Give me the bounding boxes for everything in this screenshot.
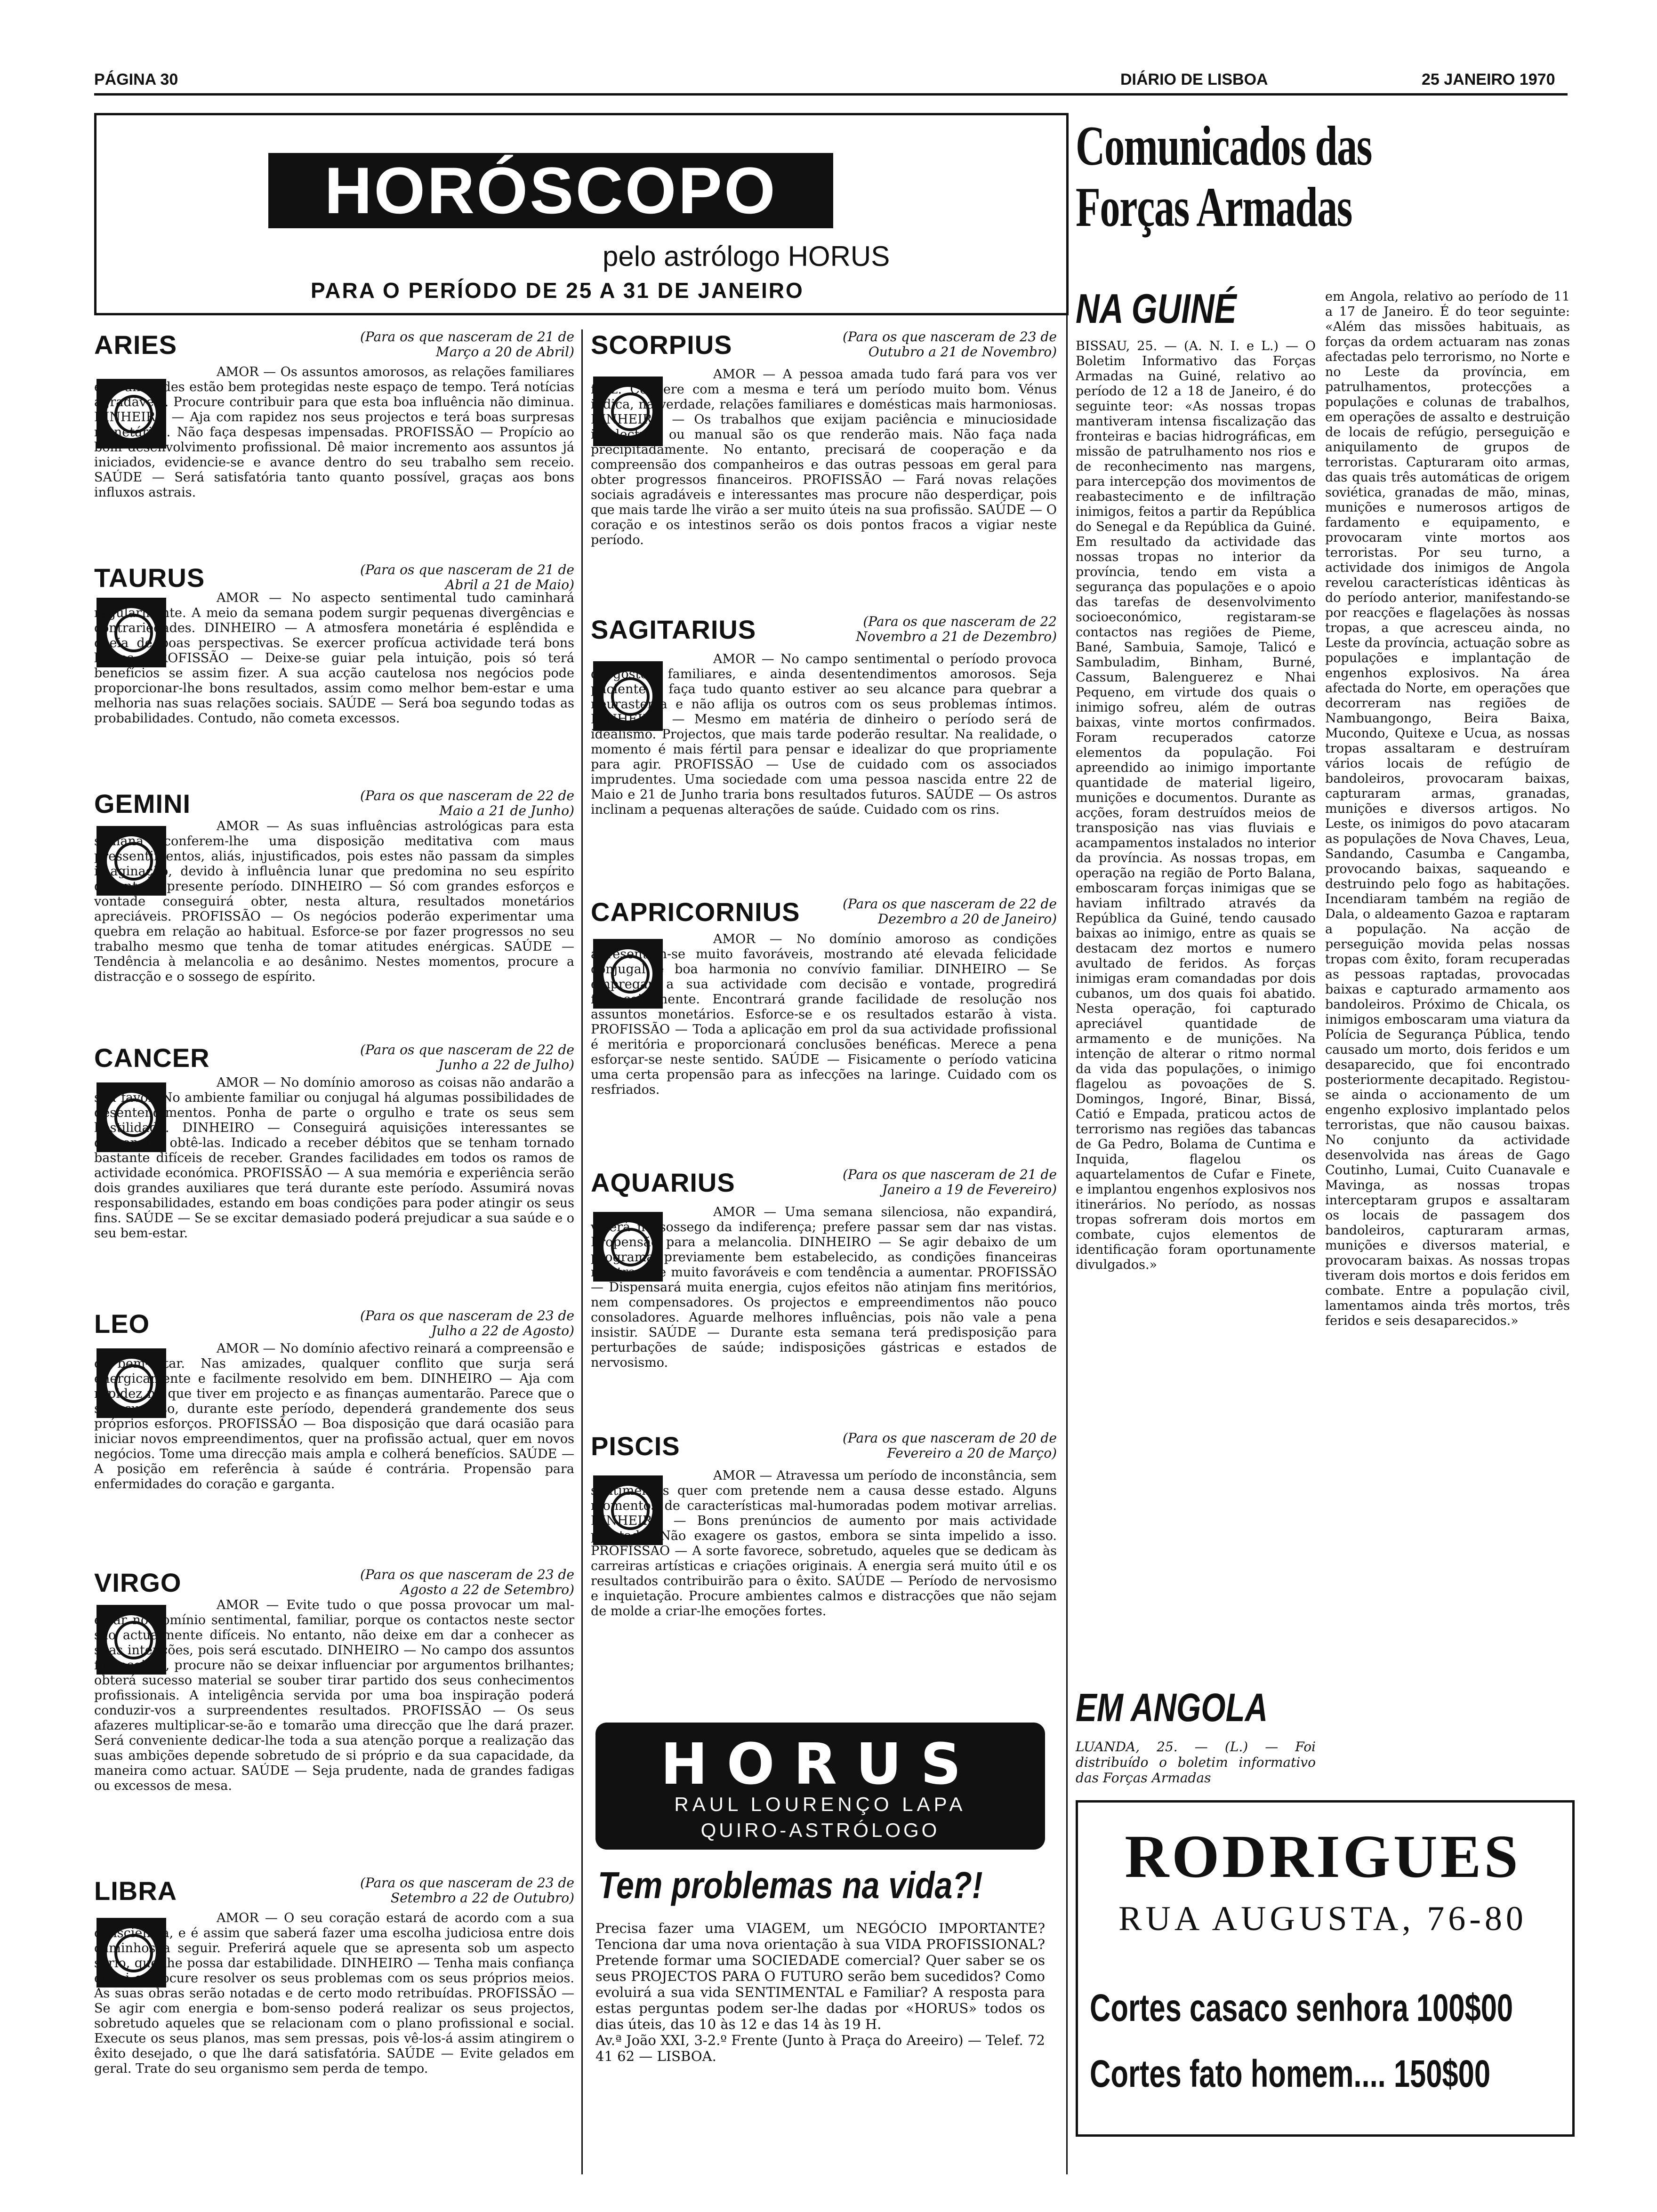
rodrigues-name: RODRIGUES: [1125, 1823, 1521, 1891]
horoscope-period: PARA O PERÍODO DE 25 A 31 DE JANEIRO: [311, 278, 804, 303]
sign-text: AMOR — No domínio amoroso as condições apresentam-se muito favoráveis, mostrando até elevada felicidade conjugal e boa harmonia no convívio familiar. DINHEIRO — Se empregar a sua actividade com decisão e vontade, progredirá financeiramente. Encontrará grande facilidade de resolução nos assuntos monetários. Esforce-se e os resultados estarão à vista. PROFISSÃO — Toda a aplicação em prol da sua actividade profissional é meritória e proporcionará conclusões benéficas. Merece a pena esforçar-se neste sentido. SAÚDE — Fisicamente o período vaticina uma certa propensão para as infecções na laringe. Cuidado com os resfriados.: [591, 932, 1057, 1097]
sign-dates: (Para os que nasceram de 22 Novembro a 21 de Dezembro): [856, 614, 1057, 644]
sign-dates: (Para os que nasceram de 23 de Agosto a 22 de Setembro): [360, 1567, 574, 1597]
sign-capricornius: [591, 897, 1057, 927]
sign-name: TAURUS: [94, 563, 205, 593]
angola-intro: LUANDA, 25. — (L.) — Foi distribuído o boletim informativo das Forças Armadas: [1076, 1739, 1316, 1786]
newspaper-name: DIÁRIO DE LISBOA: [1120, 71, 1268, 88]
offer-mens-suit: Cortes fato homem.... 150$00: [1090, 2052, 1491, 2095]
sign-name: GEMINI: [94, 789, 191, 818]
sign-dates: (Para os que nasceram de 21 de Abril a 21 de Maio): [360, 562, 574, 593]
sign-libra: [94, 1875, 574, 1906]
rodrigues-address: RUA AUGUSTA, 76-80: [1118, 1899, 1527, 1938]
sign-name: SAGITARIUS: [591, 615, 756, 644]
guine-report: BISSAU, 25. — (A. N. I. e L.) — O Boletim Informativo das Forças Armadas na Guiné, relativo ao período de 12 a 18 de Janeiro, é do seguinte teor: «As nossas tropas mantiveram intensa fiscalização das fronteiras e bacias hidrográficas, em missão de patrulhamento nos rios e de reconhecimento nas margens, para intercepção dos movimentos de reabastecimento e de infiltração inimigos, feitos a partir da República do Senegal e da República da Guiné. Em resultado da actividade das nossas tropas no interior da província, tendo em vista a segurança das populações e o apoio das tarefas de desenvolvimento socioeconómico, registaram-se contactos nas regiões de Pieme, Bané, Sambuia, Samoje, Talicó e Sambuladim, Binham, Burné, Cassum, Balenguerez e Nhai Pequeno, em virtude dos quais o inimigo sofreu, além de outras baixas, vinte mortos confirmados. Foram recuperados catorze elementos da população. Foi apreendido ao inimigo importante quantidade de material ligeiro, munições e documentos. Durante as acções, foram destruídos meios de transposição nas vias fluviais e acampamentos instalados no interior da província. As nossas tropas, em operação na região de Porto Balana, emboscaram forças inimigas que se haviam infiltrado através da República da Guiné, tendo causado baixas ao inimigo, entre as quais se destacam dez mortos e numero avultado de feridos. As forças inimigas eram comandadas por dois cubanos, um dos quais foi abatido. Nesta operação, foi capturado apreciável quantidade de armamento e de munições. Na intenção de alterar o ritmo normal da vida das populações, o inimigo flagelou as povoações de S. Domingos, Ingoré, Binar, Bissá, Catió e Empada, praticou actos de terrorismo nas regiões das tabancas de Ga Pedro, Bolama de Cuntima e Inquida, flagelou os aquartelamentos de Cufar e Finete, e implantou engenhos explosivos nos itinerários. No período, as nossas tropas sofreram dois mortos em combate, cujos elementos de identificação foram oportunamente divulgados.»: [1076, 339, 1316, 1272]
sign-aries: [94, 329, 574, 360]
sign-virgo: [94, 1567, 574, 1598]
sign-name: PISCIS: [591, 1431, 680, 1461]
horus-profession: QUIRO-ASTRÓLOGO: [700, 1819, 940, 1841]
sign-sagitarius: [591, 614, 1057, 645]
sign-dates: (Para os que nasceram de 23 de Julho a 22 de Agosto): [360, 1308, 574, 1338]
sign-text: AMOR — Uma semana silenciosa, não expandirá, viverá no sossego da indiferença; prefere passar sem dar nas vistas. Propensão para a melancolia. DINHEIRO — Se agir debaixo de um programa previamente bem estabelecido, as condições financeiras mostram-se muito favoráveis e com tendência a aumentar. PROFISSÃO — Dispensará muita energia, cujos efeitos não atinjam fins meritórios, nem compensadores. Os projectos e empreendimentos não pouco consoladores. Aguarde melhores influências, pois não vale a pena insistir. SAÚDE — Durante esta semana terá predisposição para perturbações de saúde; indisposições gástricas e estados de nervosismo.: [591, 1205, 1057, 1370]
sign-aquarius: [591, 1167, 1057, 1198]
sign-text: AMOR — No domínio amoroso as coisas não andarão a seu favor. No ambiente familiar ou conjugal há algumas possibilidades de desentendimentos. Ponha de parte o orgulho e trate os seus sem hostilidade. DINHEIRO — Conseguirá aquisições interessantes se diligenciar obtê-las. Indicado a receber débitos que se tenham tornado bastante difíceis de receber. Grandes facilidades em todos os ramos de actividade económica. PROFISSÃO — A sua memória e experiência serão dois grandes auxiliares que terá durante este período. Assumirá novas responsabilidades, estando em boas condições para poder atingir os seus fins. SAÚDE — Se se excitar demasiado poderá prejudicar a sua saúde e o seu bem-estar.: [94, 1075, 574, 1241]
sign-gemini: [94, 788, 574, 819]
sign-text: AMOR — A pessoa amada tudo fará para vos ver feliz. Coopere com a mesma e terá um período muito bom. Vénus indica, na verdade, relações familiares e domésticas mais harmoniosas. DINHEIRO — Os trabalhos que exijam paciência e minuciosidade intelectual ou manual são os que renderão mais. Não faça nada precipitadamente. No entanto, precisará de cooperação e da compreensão dos companheiros e das outras pessoas em geral para obter progressos financeiros. PROFISSÃO — Fará novas relações sociais agradáveis e interessantes mas procure não desperdiçar, pois que mais tarde lhe virão a ser muito úteis na sua profissão. SAÚDE — O coração e os intestinos serão os dois pontos fracos a vigiar neste período.: [591, 367, 1057, 547]
news-headline: Comunicados das Forças Armadas: [1076, 114, 1372, 238]
sign-leo: [94, 1308, 574, 1339]
sign-text: AMOR — No aspecto sentimental tudo caminhará regularmente. A meio da semana podem surgir pequenas divergências e contrariedades. DINHEIRO — A atmosfera monetária é esplêndida e cheia de boas perspectivas. Se exercer profícua actividade terá bons lucros. PROFISSÃO — Deixe-se guiar pela intuição, pois só terá benefícios se assim fizer. A sua acção cautelosa nos negócios pode proporcionar-lhe bons resultados, assim como melhor bem-estar e uma melhoria nas suas relações sociais. SAÚDE — Será boa segundo todas as probabilidades. Contudo, não cometa excessos.: [94, 591, 574, 726]
sign-dates: (Para os que nasceram de 22 de Dezembro a 20 de Janeiro): [842, 896, 1057, 927]
sign-name: CANCER: [94, 1043, 210, 1073]
sign-name: SCORPIUS: [591, 330, 732, 360]
horus-logo: HORUS: [660, 1732, 980, 1797]
angola-report: em Angola, relativo ao período de 11 a 17 de Janeiro. É do teor seguinte: «Além das missões habituais, as forças da ordem actuaram nas zonas afectadas pelo terrorismo, no Norte e no Leste da província, em patrulhamentos, protecções a populações e colunas de trabalhos, em operações de assalto e destruição de locais de refúgio, perseguição e aniquilamento de grupos de terroristas. Capturaram oito armas, das quais três automáticas de origem soviética, granadas de mão, minas, munições e numerosos artigos de fardamento e equipamento, e provocaram vinte mortos aos terroristas. Por seu turno, a actividade dos inimigos de Angola revelou características idênticas às do período anterior, manifestando-se por reacções e flagelações às nossas tropas, a que acresceu ainda, no Leste da província, actuação sobre as populações e implantação de engenhos explosivos. Na área afectada do Norte, em operações que decorreram nas regiões de Nambuangongo, Beira Baixa, Mucondo, Quitexe e Ucua, as nossas tropas assaltaram e destruíram vários locais de refúgio de bandoleiros, provocaram baixas, capturaram armas, granadas, munições e diversos artigos. No Leste, os inimigos do povo atacaram as populações de Nova Chaves, Leua, Sandando, Casumba e Cangamba, provocando baixas, saqueando e destruindo pelo fogo as habitações. Incendiaram também na região de Dala, o aldeamento Gazoa e raptaram a população. Na acção de perseguição movida pelas nossas tropas com êxito, foram recuperadas as pessoas raptadas, provocadas baixas e capturado armamento aos bandoleiros. Próximo de Chicala, os inimigos emboscaram uma viatura da Polícia de Segurança Pública, tendo causado um morto, dois feridos e um desaparecido, que foi encontrado posteriormente decapitado. Registou-se ainda o accionamento de um engenho explosivo implantado pelos terroristas, que não causou baixas. No conjunto da actividade desenvolvida nas áreas de Gago Coutinho, Lumai, Cuito Cuanavale e Mavinga, as nossas tropas interceptaram grupos e assaltaram os locais de passagem dos bandoleiros, capturaram armas, munições e diversos material, e provocaram baixas. As nossas tropas tiveram dois mortos e dois feridos em combate. Entre a população civil, lamentamos ainda três mortos, três feridos e seis desaparecidos.»: [1325, 289, 1570, 1328]
sign-name: VIRGO: [94, 1568, 182, 1597]
sign-name: ARIES: [94, 330, 177, 360]
sign-text: AMOR — No campo sentimental o período provoca desgostos familiares, e ainda desentendimentos amorosos. Seja paciente e faça tudo quanto estiver ao seu alcance para quebrar a neurastenia e não aflija os outros com os seus problemas íntimos. DINHEIRO — Mesmo em matéria de dinheiro o período será de idealismo. Projectos, que mais tarde poderão resultar. Na realidade, o momento é mais fértil para pensar e idealizar do que propriamente para agir. PROFISSÃO — Use de cuidado com os associados imprudentes. Uma sociedade com uma pessoa nascida entre 22 de Maio e 21 de Junho traria bons resultados futuros. SAÚDE — Os astros inclinam a pequenas alterações de saúde. Cuidado com os rins.: [591, 652, 1057, 817]
sign-taurus: [94, 562, 574, 593]
sign-cancer: [94, 1042, 574, 1073]
sign-dates: (Para os que nasceram de 21 de Março a 20 de Abril): [360, 329, 574, 360]
problems-text: Precisa fazer uma VIAGEM, um NEGÓCIO IMPORTANTE? Tenciona dar uma nova orientação à sua VIDA PROFISSIONAL? Pretende formar uma SOCIEDADE comercial? Quer saber se os seus PROJECTOS PARA O FUTURO serão bem sucedidos? Como evoluirá a sua vida SENTIMENTAL e Familiar? A resposta para estas perguntas podem ser-lhe dadas por «HORUS» todos os dias úteis, das 10 às 12 e das 14 às 19 H.: [595, 1920, 1045, 2032]
problems-body: [595, 1920, 1045, 2064]
horus-advert: [595, 1723, 1045, 1850]
horoscope-subtitle: pelo astrólogo HORUS: [603, 240, 890, 272]
column-divider: [581, 329, 583, 2174]
sign-name: LEO: [94, 1309, 150, 1338]
sign-dates: (Para os que nasceram de 22 de Maio a 21 de Junho): [360, 788, 574, 818]
sign-text: AMOR — Os assuntos amorosos, as relações familiares e as amizades estão bem protegidas neste espaço de tempo. Terá notícias agradáveis. Procure contribuir para que esta boa influência não diminua. DINHEIRO — Aja com rapidez nos seus projectos e terá boas surpresas monetárias. Não faça despesas impensadas. PROFISSÃO — Propício ao bom desenvolvimento profissional. Dê maior incremento aos assuntos já iniciados, evidencie-se e avance dentro do seu trabalho sem receio. SAÚDE — Será satisfatória tanto quanto possível, graças aos bons influxos astrais.: [94, 365, 574, 500]
sign-name: CAPRICORNIUS: [591, 897, 800, 927]
problems-headline: Tem problemas na vida?!: [598, 1864, 983, 1906]
horoscope-title: HORÓSCOPO: [268, 153, 833, 228]
problems-address: Av.ª João XXI, 3-2.º Frente (Junto à Praça do Areeiro) — Telef. 72 41 62 — LISBOA.: [595, 2032, 1045, 2064]
header-divider: [94, 93, 1568, 96]
angola-title: EM ANGOLA: [1076, 1685, 1268, 1730]
sign-piscis: [591, 1431, 1057, 1461]
page-number: PÁGINA 30: [94, 71, 178, 88]
issue-date: 25 JANEIRO 1970: [1422, 71, 1555, 88]
sign-text: AMOR — As suas influências astrológicas para esta semana conferem-lhe uma disposição meditativa com maus pressentimentos, aliás, injustificados, pois estes não passam da simples imaginação, devido à influência lunar que predomina no seu espírito durante o presente período. DINHEIRO — Só com grandes esforços e vontade conseguirá obter, nesta altura, resultados monetários apreciáveis. PROFISSÃO — Os negócios poderão experimentar uma quebra em relação ao habitual. Esforce-se por fazer progressos no seu trabalho mesmo que tenha de tomar atitudes enérgicas. SAÚDE — Tendência à melancolia e ao desânimo. Nestes momentos, procure a distracção e o sossego de espírito.: [94, 819, 574, 984]
sign-dates: (Para os que nasceram de 20 de Fevereiro a 20 de Março): [842, 1430, 1057, 1461]
sign-text: AMOR — No domínio afectivo reinará a compreensão e o bem-estar. Nas amizades, qualquer conflito que surja será energicamente e facilmente resolvido em bem. DINHEIRO — Aja com rapidez no que tiver em projecto e as finanças aumentarão. Parece que o seu sucesso, durante este período, dependerá grandemente dos seus próprios esforços. PROFISSÃO — Boa disposição que dará ocasião para iniciar novos empreendimentos, quer na profissão actual, quer em novos negócios. Tome uma direcção mais ampla e colherá benefícios. SAÚDE — A posição em referência à saúde é contrária. Propensão para enfermidades do coração e garganta.: [94, 1341, 574, 1491]
sign-name: LIBRA: [94, 1876, 177, 1906]
sign-scorpius: [591, 329, 1057, 360]
sign-dates: (Para os que nasceram de 21 de Janeiro a 19 de Fevereiro): [842, 1167, 1057, 1197]
sign-name: AQUARIUS: [591, 1168, 735, 1197]
sign-dates: (Para os que nasceram de 23 de Outubro a 21 de Novembro): [842, 329, 1057, 360]
offer-ladies-coat: Cortes casaco senhora 100$00: [1090, 1987, 1513, 2029]
guine-title: NA GUINÉ: [1076, 285, 1237, 332]
horus-owner: RAUL LOURENÇO LAPA: [674, 1793, 966, 1815]
sign-dates: (Para os que nasceram de 23 de Setembro a 22 de Outubro): [360, 1875, 574, 1906]
column-divider: [1066, 113, 1068, 2174]
sign-dates: (Para os que nasceram de 22 de Junho a 22 de Julho): [360, 1042, 574, 1073]
sign-text: AMOR — Evite tudo o que possa provocar um mal-estar no domínio sentimental, familiar, porque os contactos neste sector são actualmente difíceis. No entanto, não deixe em dar a conhecer as suas intenções, pois será escutado. DINHEIRO — No campo dos assuntos financeiros, procure não se deixar influenciar por argumentos brilhantes; obterá sucesso material se souber tirar partido dos seus conhecimentos profissionais. A inteligência servida por uma boa inspiração poderá conduzir-vos a surpreendentes resultados. PROFISSÃO — Os seus afazeres multiplicar-se-ão e tomarão uma direcção que lhe dará prazer. Será conveniente dedicar-lhe toda a sua atenção porque a realização das suas ambições depende sobretudo de si próprio e da sua capacidade, da maneira como actuar. SAÚDE — Seja prudente, nada de grandes fadigas ou excessos de mesa.: [94, 1598, 574, 1793]
sign-text: AMOR — O seu coração estará de acordo com a sua consciência, e é assim que saberá fazer uma escolha judiciosa entre dois caminhos a seguir. Preferirá aquele que se apresenta sob um aspecto sério, que lhe possa dar estabilidade. DINHEIRO — Tenha mais confiança em si e procure resolver os seus problemas com os seus próprios meios. As suas obras serão notadas e de certo modo retribuídas. PROFISSÃO — Se agir com energia e bom-senso poderá realizar os seus projectos, sobretudo aqueles que se relacionam com o plano profissional e social. Execute os seus planos, mas sem pressas, pois vê-los-á assim atingirem o êxito desejado, o que lhe dará satisfatória. SAÚDE — Evite gelados em geral. Trate do seu organismo sem perda de tempo.: [94, 1911, 574, 2076]
sign-text: AMOR — Atravessa um período de inconstância, sem sentimentos quer com pretende nem a causa desse estado. Alguns momentos de características mal-humoradas podem motivar arrelias. DINHEIRO — Bons prenúncios de aumento por mais actividade prestada. Não exagere os gastos, embora se sinta impelido a isso. PROFISSÃO — A sorte favorece, sobretudo, aqueles que se dedicam às carreiras artísticas e criações originais. A energia será muito útil e os resultados contribuirão para o êxito. SAÚDE — Período de nervosismo e inquietação. Procure ambientes calmos e distracções que não sejam de molde a criar-lhe emoções fortes.: [591, 1468, 1057, 1619]
